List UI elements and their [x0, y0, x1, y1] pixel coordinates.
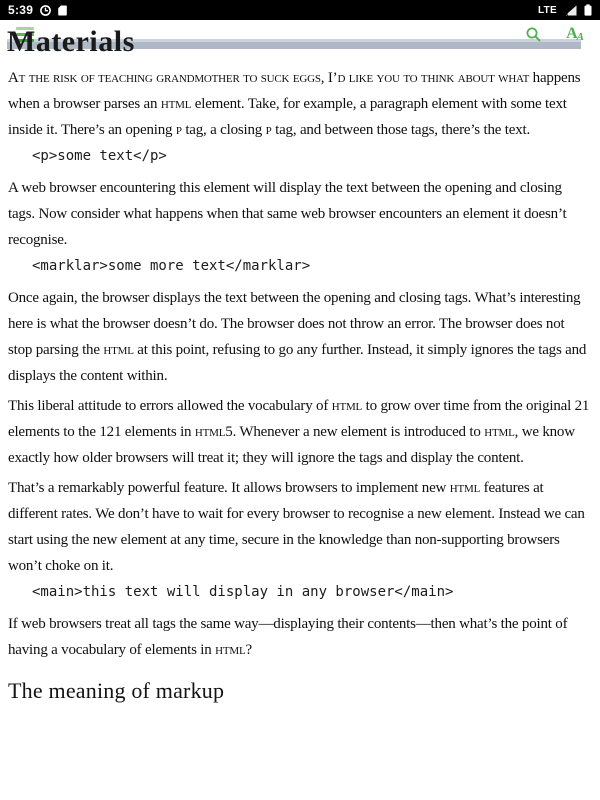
status-bar-left: [8, 3, 67, 17]
body-text: Once again, the browser displays the text between the opening and closing tags. What’s interesting here is what the browser doesn’t do. The browser does not throw an error. The browser does not stop parsing the: [8, 290, 581, 358]
section-heading: The meaning of markup: [8, 678, 225, 703]
paragraph: [8, 285, 592, 389]
signal-strength-icon: [564, 5, 577, 16]
body-text: A web browser encountering this element will display the text between the opening and closing tags. Now consider what happens when that same web browser encounters an element it doesn’t recognise.: [8, 180, 567, 248]
smallcaps-text: At the risk of teaching grandmother to suck eggs, I’d like you to think about what: [8, 70, 530, 86]
paragraph: [8, 475, 592, 579]
smallcaps-text: p: [265, 122, 272, 138]
paragraph: [8, 611, 592, 663]
paragraph: [8, 65, 592, 143]
body-text: If web browsers treat all tags the same way—displaying their contents—then what’s the point of having a vocabulary of elements in: [8, 616, 568, 658]
body-text: That’s a remarkably powerful feature. It allows browsers to implement new: [8, 480, 450, 496]
article: [0, 49, 600, 704]
chapter-title-clipped: [0, 25, 600, 58]
code-block: <p>some text</p>: [32, 148, 167, 164]
toolbar-actions: [523, 24, 586, 45]
body-text: to grow over time from the original 21 elements to the 121 elements in: [8, 398, 590, 440]
paragraph: [8, 393, 592, 471]
body-text: tag, a closing: [181, 122, 266, 138]
status-bar: [0, 0, 600, 20]
font-size-icon: AA: [566, 24, 584, 43]
font-settings-button[interactable]: [564, 24, 586, 45]
body-text: tag, and between those tags, there’s the text.: [271, 122, 531, 138]
smallcaps-text: html: [484, 424, 515, 440]
status-time: 5:39: [8, 3, 34, 17]
battery-icon: [584, 4, 592, 16]
smallcaps-text: html5: [194, 424, 233, 440]
network-type-label: LTE: [537, 4, 557, 16]
smallcaps-text: html: [103, 342, 134, 358]
body-text: happens when a browser parses an: [8, 70, 581, 112]
body-text: This liberal attitude to errors allowed the vocabulary of: [8, 398, 332, 414]
body-text: ?: [245, 642, 252, 658]
smallcaps-text: p: [175, 122, 182, 138]
chapter-title: Materials: [7, 25, 135, 58]
alarm-icon: [40, 5, 51, 16]
body-text: , we know exactly how older browsers will treat it; they will ignore the tags and display the content.: [8, 424, 575, 466]
code-block: <marklar>some more text</marklar>: [32, 258, 311, 274]
status-bar-right: [538, 4, 592, 16]
smallcaps-text: html: [160, 96, 192, 112]
code-block: <main>this text will display in any browser</main>: [32, 584, 454, 600]
paragraph: [8, 175, 592, 253]
body-text: at this point, refusing to go any further. Instead, it simply ignores the tags and displays the content within.: [8, 342, 587, 384]
body-text: features at different rates. We don’t have to wait for every browser to recognise a new element. Instead we can start using the new element at any time, secure in the knowledge than non-supporting browsers won’t choke on it.: [8, 480, 585, 574]
sim-card-icon: [58, 5, 67, 16]
search-button[interactable]: [523, 24, 544, 45]
body-text: . Whenever a new element is introduced to: [232, 424, 485, 440]
smallcaps-text: html: [449, 480, 481, 496]
smallcaps-text: html: [331, 398, 363, 414]
smallcaps-text: html: [215, 642, 246, 658]
search-icon: [525, 26, 542, 43]
body-text: element. Take, for example, a paragraph element with some text inside it. There’s an opening: [8, 96, 567, 138]
